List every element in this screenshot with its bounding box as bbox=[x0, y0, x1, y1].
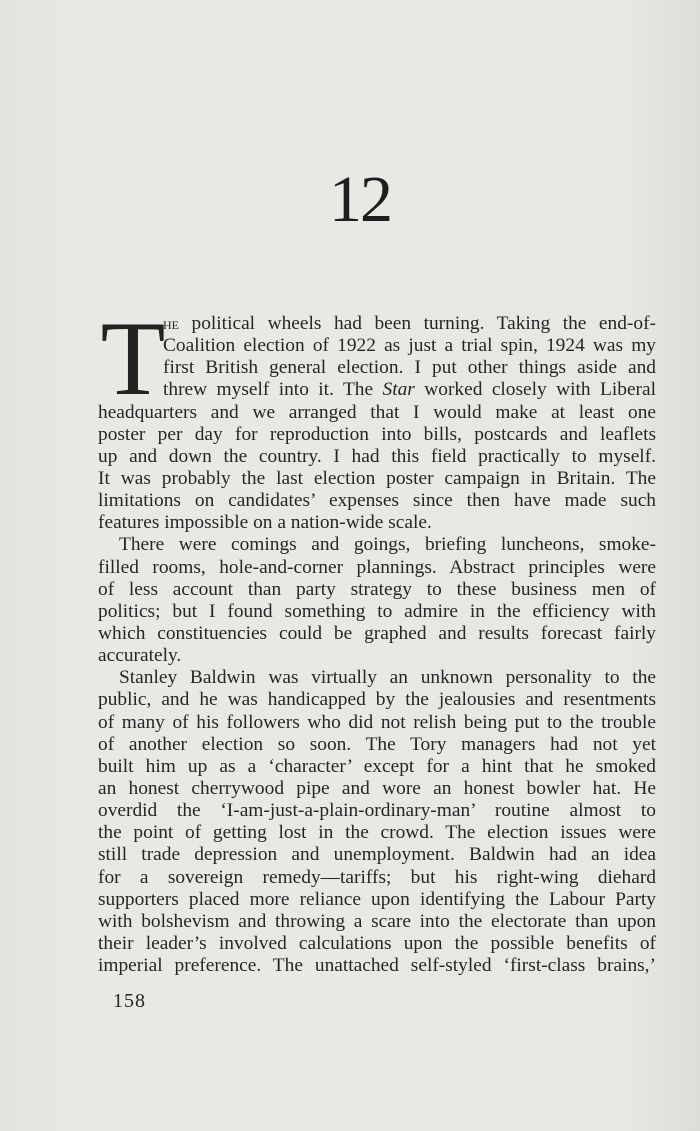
text-line: the point of getting lost in the crowd. The election issues were bbox=[98, 822, 656, 844]
chapter-number: 12 bbox=[329, 163, 391, 236]
text-line: which constituencies could be graphed and results forecast fairly bbox=[98, 622, 656, 644]
text-line: politics; but I found something to admire in the efficiency with bbox=[98, 600, 656, 622]
text-line: their leader’s involved calculations upon the possible benefits of bbox=[98, 932, 656, 954]
smallcaps-opening: he bbox=[163, 314, 179, 333]
text-line: overdid the ‘I-am-just-a-plain-ordinary-man’ routine almost to bbox=[98, 800, 656, 822]
text-line: up and down the country. I had this field practically to myself. bbox=[98, 445, 656, 467]
text-line: Stanley Baldwin was virtually an unknown personality to the bbox=[119, 667, 656, 689]
text-line: headquarters and we arranged that I would make at least one bbox=[98, 401, 656, 423]
newspaper-title: Star bbox=[382, 379, 415, 401]
text-line: threw myself into it. The Star worked closely with Liberal bbox=[163, 379, 657, 401]
text-line: of another election so soon. The Tory managers had not yet bbox=[98, 733, 656, 755]
text-line: supporters placed more reliance upon identifying the Labour Party bbox=[98, 888, 656, 910]
text-line: of many of his followers who did not relish being put to the trouble bbox=[98, 711, 656, 733]
text-line: imperial preference. The unattached self-styled ‘first-class brains,’ bbox=[98, 955, 656, 977]
text-line: Coalition election of 1922 as just a trial spin, 1924 was my bbox=[163, 335, 656, 357]
text-line: There were comings and goings, briefing luncheons, smoke- bbox=[119, 534, 656, 556]
text-line: with bolshevism and throwing a scare into the electorate than upon bbox=[98, 910, 656, 932]
text-line: features impossible on a nation-wide scale. bbox=[98, 512, 432, 534]
text-line: for a sovereign remedy—tariffs; but his right-wing diehard bbox=[98, 866, 656, 888]
text-line: public, and he was handicapped by the jealousies and resentments bbox=[98, 689, 656, 711]
text-line: poster per day for reproduction into bills, postcards and leaflets bbox=[98, 423, 656, 445]
text-line: It was probably the last election poster campaign in Britain. The bbox=[98, 467, 656, 489]
text-line: still trade depression and unemployment. Baldwin had an idea bbox=[98, 844, 656, 866]
page-number: 158 bbox=[113, 990, 146, 1012]
text-line: of less account than party strategy to these business men of bbox=[98, 578, 656, 600]
text-line: limitations on candidates’ expenses since then have made such bbox=[98, 490, 656, 512]
text-line: built him up as a ‘character’ except for a hint that he smoked bbox=[98, 755, 656, 777]
text-line: he political wheels had been turning. Taking the end-of- bbox=[163, 313, 656, 334]
chapter-body-text bbox=[98, 313, 656, 977]
text-line: an honest cherrywood pipe and wore an honest bowler hat. He bbox=[98, 777, 656, 799]
text-line: accurately. bbox=[98, 645, 182, 667]
text-line: first British general election. I put other things aside and bbox=[163, 357, 656, 379]
drop-cap-letter: T bbox=[100, 300, 166, 417]
text-line: filled rooms, hole-and-corner plannings. Abstract principles were bbox=[98, 556, 656, 578]
